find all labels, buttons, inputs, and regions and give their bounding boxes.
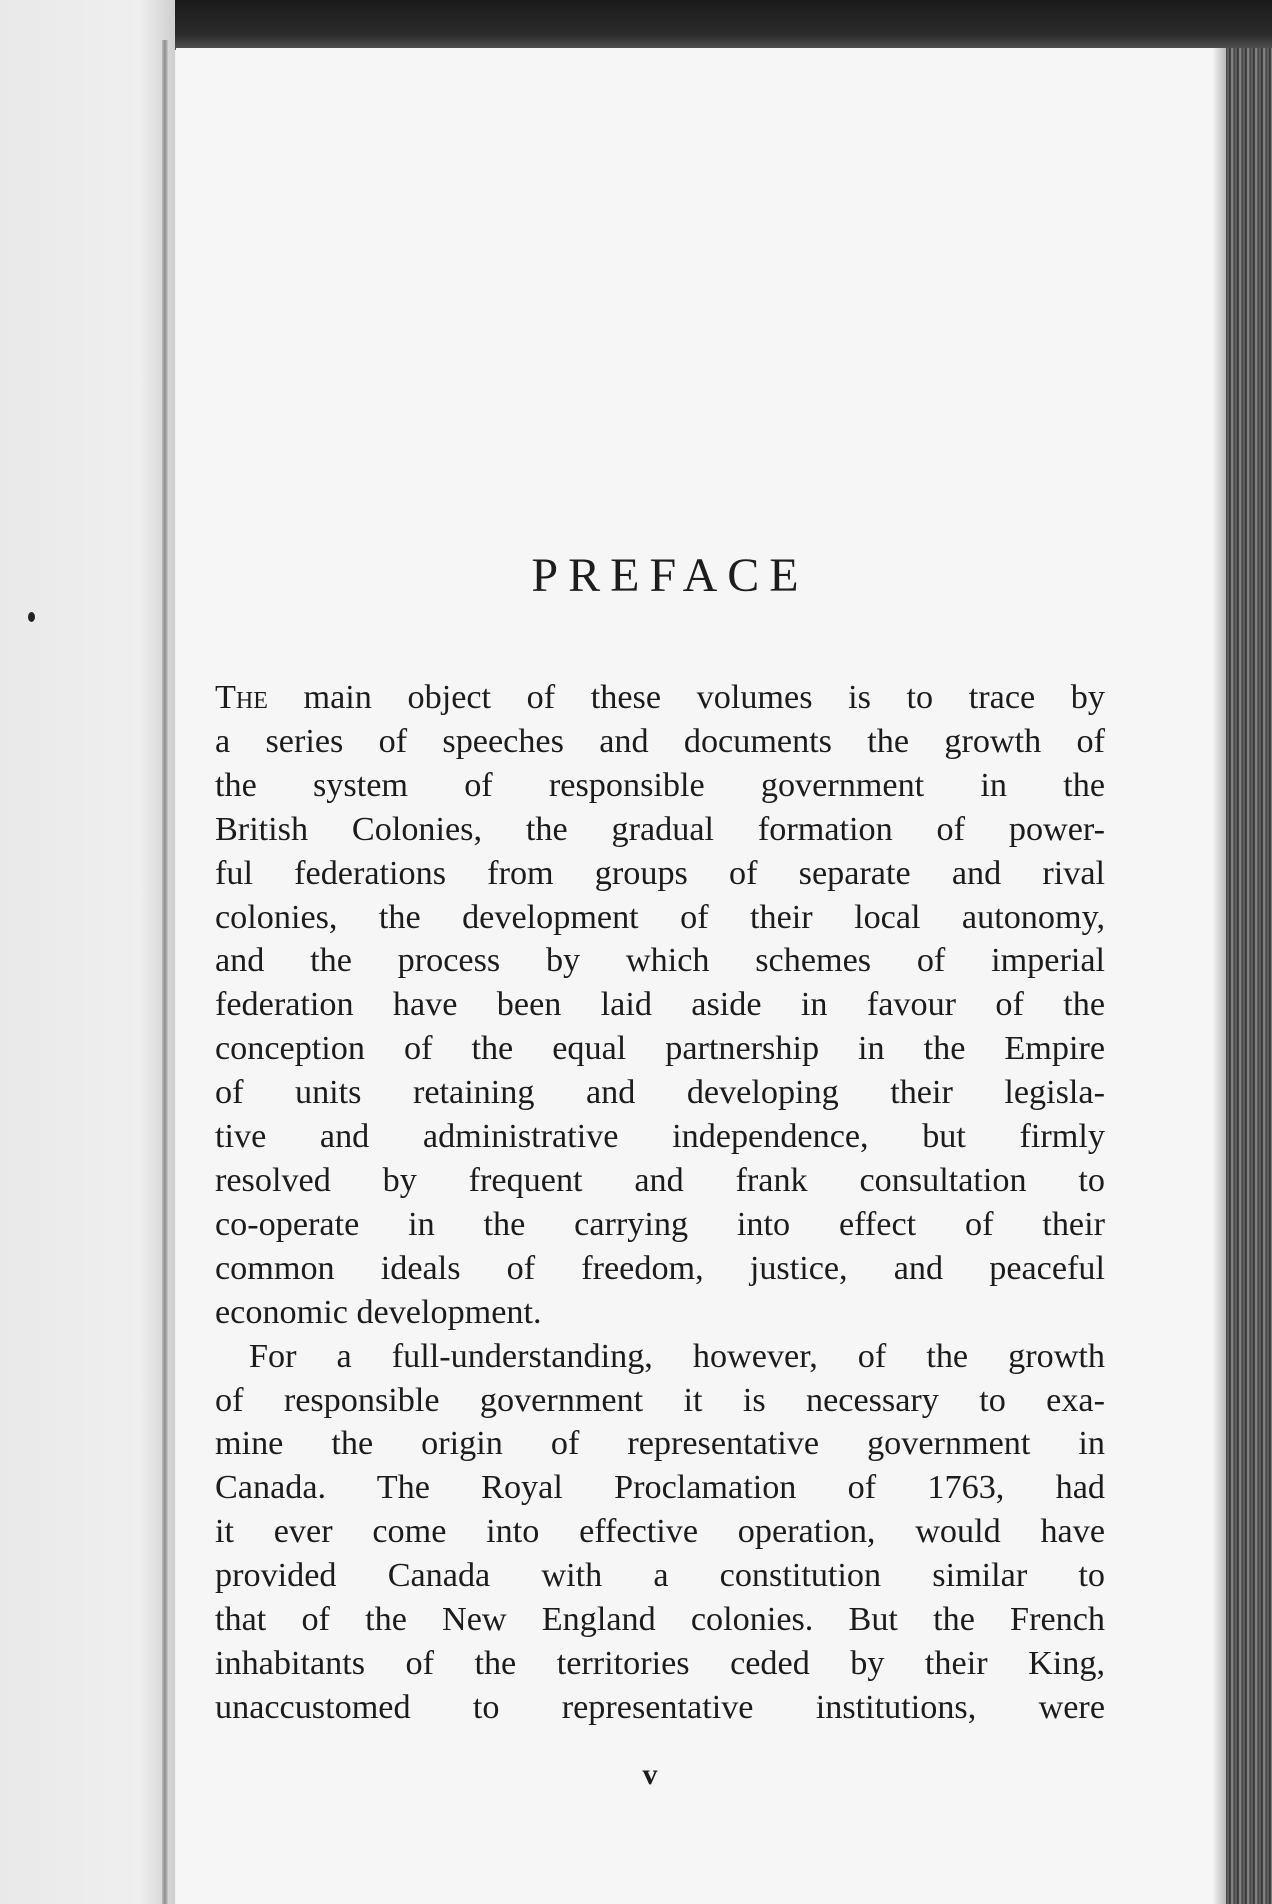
text-line: inhabitants of the territories ceded by their King, <box>215 1644 1105 1682</box>
text-line: of responsible government it is necessary to exa- <box>215 1381 1105 1419</box>
preface-body <box>215 676 1105 1730</box>
page-edge-shadow <box>1212 48 1226 1904</box>
text-line: Canada. The Royal Proclamation of 1763, had <box>215 1469 1105 1507</box>
lead-word: The <box>215 679 268 716</box>
text-line: the system of responsible government in the <box>215 766 1105 804</box>
text-line: co-operate in the carrying into effect of their <box>215 1205 1105 1243</box>
text-line: conception of the equal partnership in the Empire <box>215 1030 1105 1068</box>
text-line: British Colonies, the gradual formation of power- <box>215 810 1105 848</box>
text-line: unaccustomed to representative institutions, were <box>215 1688 1105 1726</box>
text-line: it ever come into effective operation, would have <box>215 1513 1105 1551</box>
page-number: v <box>642 1758 658 1791</box>
page-block-edge <box>1226 48 1272 1904</box>
text-line: of units retaining and developing their legisla- <box>215 1074 1105 1112</box>
text-line: The main object of these volumes is to trace by <box>215 679 1105 716</box>
text-line: economic development. <box>215 1293 542 1331</box>
book-gutter <box>162 40 168 1904</box>
text-line: provided Canada with a constitution similar to <box>215 1557 1105 1595</box>
scan-top-band <box>0 0 1272 50</box>
text-line: mine the origin of representative government in <box>215 1425 1105 1463</box>
text-line: and the process by which schemes of imperial <box>215 942 1105 980</box>
text-line: colonies, the development of their local autonomy, <box>215 898 1105 936</box>
text-line: a series of speeches and documents the growth of <box>215 722 1105 760</box>
text-line: common ideals of freedom, justice, and peaceful <box>215 1249 1105 1287</box>
text-line: tive and administrative independence, but firmly <box>215 1118 1105 1156</box>
text-line: federation have been laid aside in favour of the <box>215 986 1105 1024</box>
ink-speck <box>28 612 35 622</box>
text-line: ful federations from groups of separate and rival <box>215 854 1105 892</box>
facing-page-edge <box>0 0 175 1904</box>
text-line: For a full-understanding, however, of the growth <box>249 1337 1105 1375</box>
page-title: PREFACE <box>531 549 809 602</box>
text-line: resolved by frequent and frank consultation to <box>215 1161 1105 1199</box>
text-line: that of the New England colonies. But the French <box>215 1601 1105 1639</box>
